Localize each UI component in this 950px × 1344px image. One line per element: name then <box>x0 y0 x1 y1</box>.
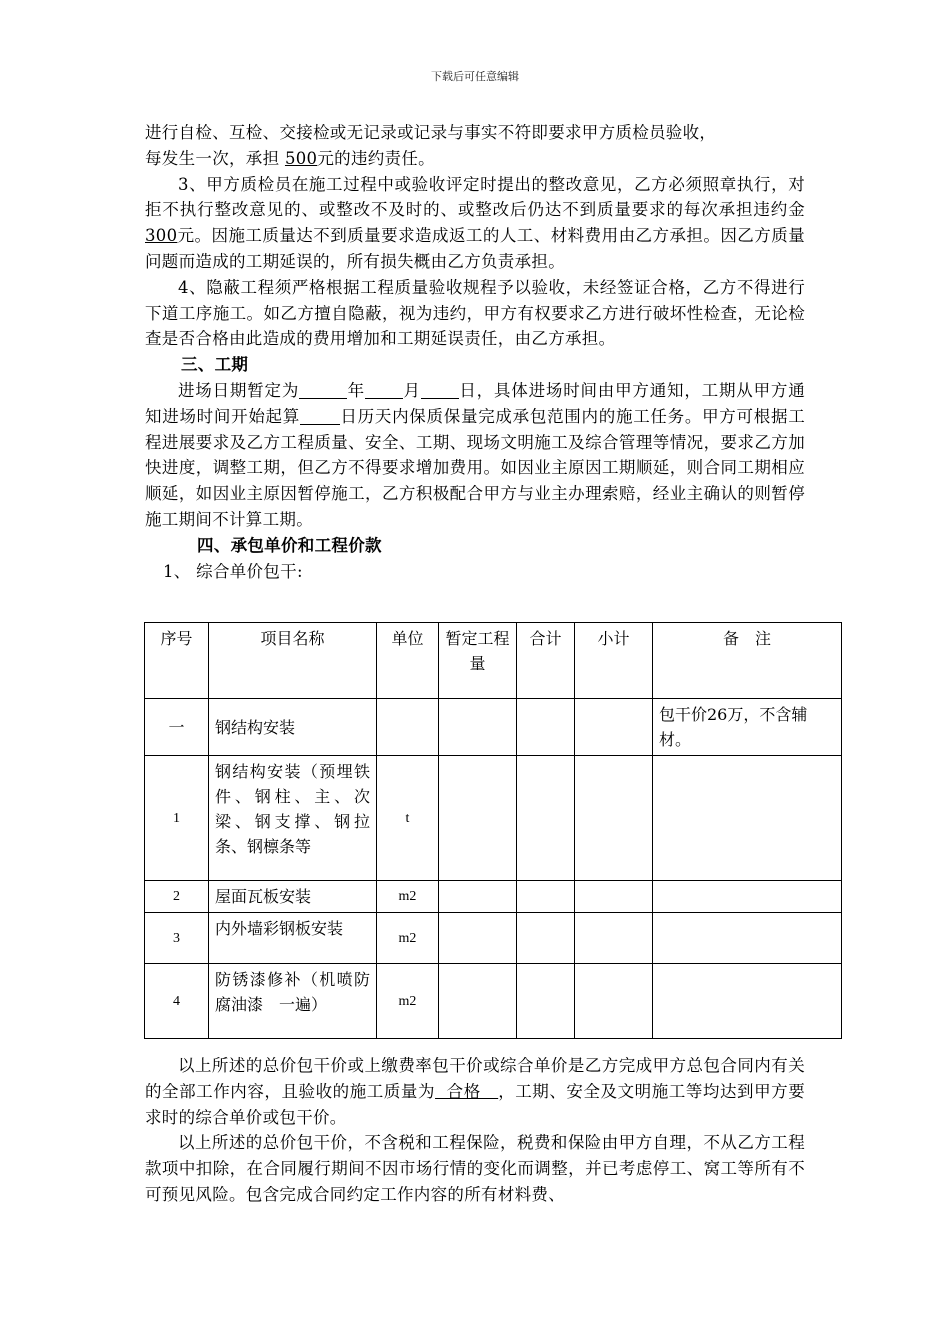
row-unit <box>377 699 439 756</box>
row-no: 4 <box>145 964 209 1039</box>
row-name: 防锈漆修补（机喷防腐油漆 一遍） <box>209 964 377 1039</box>
duration-blank <box>300 406 340 425</box>
header-remarks: 备 注 <box>653 623 842 699</box>
row-quantity <box>439 756 517 881</box>
start-date-label: 进场日期暂定为 <box>178 380 300 400</box>
page-header: 下载后可任意编辑 <box>431 70 519 83</box>
row-no: 2 <box>145 881 209 913</box>
paragraph-2-text-pre: 3、甲方质检员在施工过程中或验收评定时提出的整改意见，乙方必须照章执行，对拒不执行整改意见的、或整改不及时的、或整改后仍达不到质量要求的每次承担违约金 <box>145 174 805 220</box>
row-name: 内外墙彩钢板安装 <box>209 913 377 964</box>
penalty-amount-300: 300 <box>145 226 178 246</box>
month-label: 月 <box>403 380 421 400</box>
row-name: 屋面瓦板安装 <box>209 881 377 913</box>
year-blank <box>299 380 347 399</box>
header-total: 合计 <box>517 623 575 699</box>
row-no: 1 <box>145 756 209 881</box>
row-total <box>517 699 575 756</box>
row-no: 3 <box>145 913 209 964</box>
row-quantity <box>439 699 517 756</box>
header-subtotal: 小计 <box>575 623 653 699</box>
table-header-row <box>145 623 842 699</box>
row-subtotal <box>575 913 653 964</box>
row-total <box>517 964 575 1039</box>
paragraph-1-line-2-pre: 每发生一次，承担 <box>145 148 285 168</box>
day-label: 日，具体进场时间由甲方通知，工期从甲方通知进场时间开始起算 <box>145 380 805 426</box>
row-subtotal <box>575 699 653 756</box>
paragraph-1-line-2-post: 元的违约责任。 <box>317 148 435 168</box>
table-row <box>145 964 842 1039</box>
table-row <box>145 913 842 964</box>
paragraph-1 <box>145 120 805 172</box>
paragraph-2 <box>145 172 805 275</box>
section-4-subtitle: 1、 综合单价包干: <box>163 561 303 581</box>
row-unit: t <box>377 756 439 881</box>
after-p1-post: ，工期、安全及文明施工等均达到甲方要求时的综合单价或包干价。 <box>145 1081 806 1127</box>
paragraph-1-line-1: 进行自检、互检、交接检或无记录或记录与事实不符即要求甲方质检员验收， <box>145 123 717 142</box>
day-blank <box>421 380 459 399</box>
table-row <box>145 699 842 756</box>
after-paragraph-1 <box>145 1053 805 1130</box>
row-total <box>517 756 575 881</box>
header-item-name: 项目名称 <box>209 623 377 699</box>
row-name: 钢结构安装（预埋铁件、钢柱、主、次梁、钢支撑、钢拉条、钢檩条等 <box>209 756 377 881</box>
section-3-title: 三、工期 <box>181 355 249 375</box>
after-paragraph-2: 以上所述的总价包干价，不含税和工程保险，税费和保险由甲方自理，不从乙方工程款项中扣除，在合同履行期间不因市场行情的变化而调整，并已考虑停工、窝工等所有不可预见风险。包含完成合同约定工作内容的所有材料费、 <box>145 1133 805 1204</box>
after-p1-pre: 以上所述的总价包干价或上缴费率包干价或综合单价是乙方完成甲方总包合同内有关的全部工作内容，且验收的施工质量为 <box>145 1056 805 1101</box>
row-note <box>653 964 842 1039</box>
header-unit: 单位 <box>377 623 439 699</box>
table-row <box>145 756 842 881</box>
row-note <box>653 881 842 913</box>
row-quantity <box>439 913 517 964</box>
row-note <box>653 913 842 964</box>
month-blank <box>365 380 403 399</box>
paragraph-3: 4、隐蔽工程须严格根据工程质量验收规程予以验收，未经签证合格，乙方不得进行下道工序施工。如乙方擅自隐蔽，视为违约，甲方有权要求乙方进行破坏性检查，无论检查是否合格由此造成的费用增加和工期延误责任，由乙方承担。 <box>145 277 805 349</box>
row-total <box>517 881 575 913</box>
row-unit: m2 <box>377 964 439 1039</box>
header-no: 序号 <box>145 623 209 699</box>
row-name: 钢结构安装 <box>209 699 377 756</box>
after-table-text <box>145 1053 805 1208</box>
row-subtotal <box>575 964 653 1039</box>
row-quantity <box>439 964 517 1039</box>
row-total <box>517 913 575 964</box>
row-note <box>653 756 842 881</box>
row-quantity <box>439 881 517 913</box>
row-no: 一 <box>145 699 209 756</box>
year-label: 年 <box>347 380 365 400</box>
contract-body <box>145 120 805 584</box>
row-subtotal <box>575 756 653 881</box>
unit-price-table <box>144 622 842 1039</box>
penalty-amount-500: 500 <box>284 148 318 168</box>
section-3-rest: 日历天内保质保量完成承包范围内的施工任务。甲方可根据工程进展要求及乙方工程质量、安全、工期、现场文明施工及综合管理等情况，要求乙方加快进度，调整工期，但乙方不得要求增加费用。如因业主原因工期顺延，则合同工期相应顺延，如因业主原因暂停施工，乙方积极配合甲方与业主办理索赔，经业主确认的则暂停施工期间不计算工期。 <box>145 406 805 529</box>
row-unit: m2 <box>377 913 439 964</box>
row-note: 包干价26万，不含辅材。 <box>653 699 842 756</box>
section-4-title: 四、承包单价和工程价款 <box>197 535 382 555</box>
table-row <box>145 881 842 913</box>
paragraph-2-text-post: 元。因施工质量达不到质量要求造成返工的人工、材料费用由乙方承担。因乙方质量问题而造成的工期延误的，所有损失概由乙方负责承担。 <box>145 226 805 271</box>
section-3-paragraph <box>145 378 805 533</box>
row-unit: m2 <box>377 881 439 913</box>
row-subtotal <box>575 881 653 913</box>
header-quantity: 暂定工程量 <box>439 623 517 699</box>
quality-standard: 合格 <box>435 1081 499 1101</box>
